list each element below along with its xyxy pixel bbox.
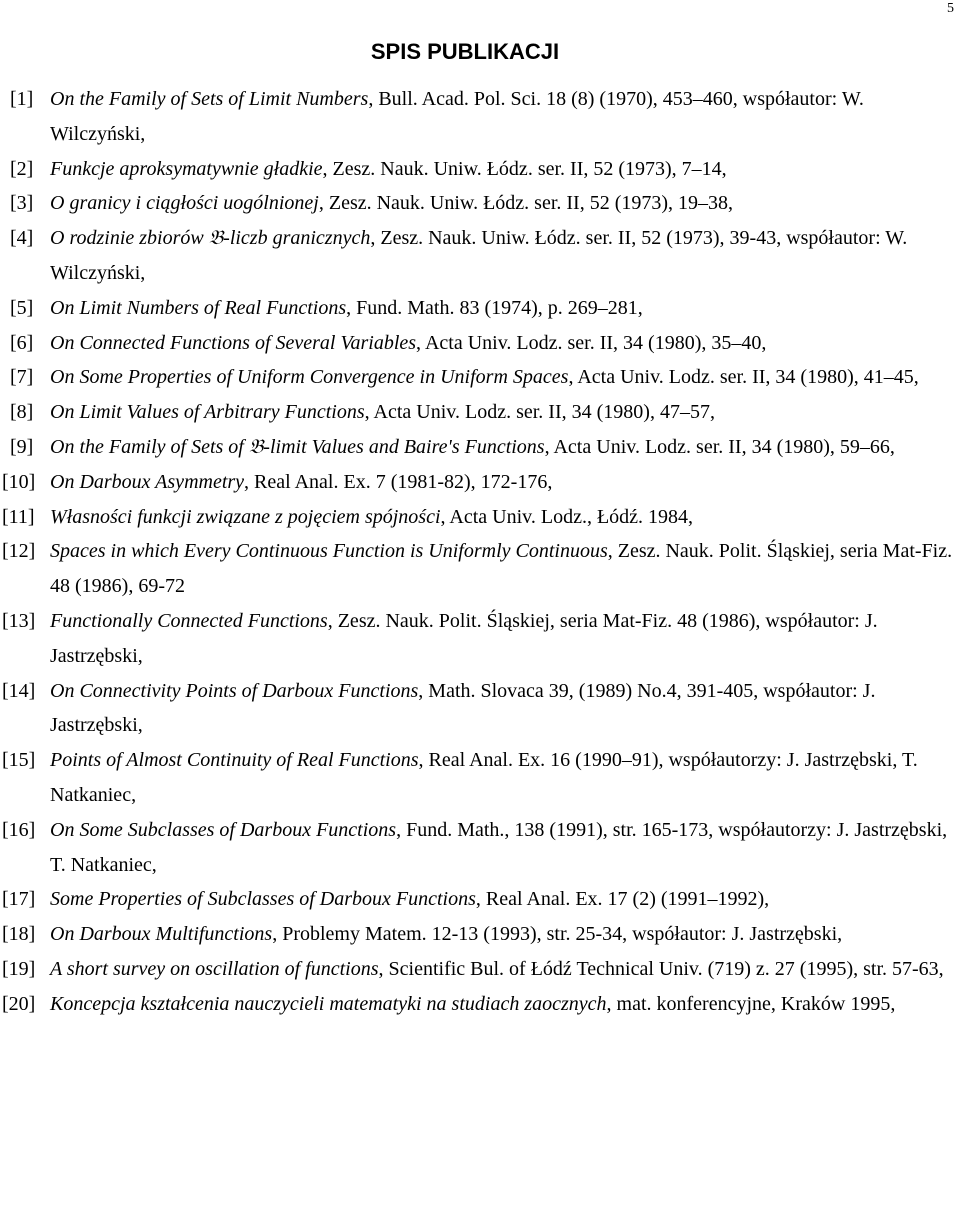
publication-number: [19] xyxy=(2,957,36,980)
publication-details: , Acta Univ. Lodz. ser. II, 34 (1980), 35–40, xyxy=(416,331,767,354)
publication-details: , Acta Univ. Lodz. ser. II, 34 (1980), 41–45, xyxy=(568,366,919,389)
publication-item xyxy=(10,186,958,221)
publication-details: , Zesz. Nauk. Uniw. Łódz. ser. II, 52 (1973), 39-43, współautor: W. Wilczyński, xyxy=(50,227,908,284)
publication-title: Własności funkcji związane z pojęciem spójności xyxy=(50,505,441,528)
publication-number: [10] xyxy=(2,470,36,493)
publication-number: [20] xyxy=(2,992,36,1015)
publication-details: , Scientific Bul. of Łódź Technical Univ. (719) z. 27 (1995), str. 57-63, xyxy=(378,957,944,980)
publication-item xyxy=(2,987,958,1022)
publication-item xyxy=(10,152,958,187)
publication-number: [17] xyxy=(2,888,36,911)
publication-item xyxy=(2,465,958,500)
publication-details: , Fund. Math. 83 (1974), p. 269–281, xyxy=(346,296,643,319)
publication-details: , Real Anal. Ex. 17 (2) (1991–1992), xyxy=(475,888,770,911)
publication-title: On Some Subclasses of Darboux Functions xyxy=(50,818,397,841)
publication-number: [8] xyxy=(10,401,34,424)
publication-item xyxy=(10,430,958,465)
publication-title: On Limit Values of Arbitrary Functions xyxy=(50,401,365,424)
publication-item xyxy=(2,813,958,883)
publication-title: On Darboux Asymmetry xyxy=(50,470,245,493)
publication-item xyxy=(10,360,958,395)
publication-number: [14] xyxy=(2,679,36,702)
publication-number: [12] xyxy=(2,540,36,563)
publication-title: On Connectivity Points of Darboux Functions xyxy=(50,679,419,702)
publication-details: , Acta Univ. Lodz., Łódź. 1984, xyxy=(440,505,694,528)
publication-details: , Real Anal. Ex. 7 (1981-82), 172-176, xyxy=(244,470,553,493)
publication-item xyxy=(2,604,958,674)
publication-title: On Limit Numbers of Real Functions xyxy=(50,296,347,319)
publication-title: On the Family of Sets of Limit Numbers xyxy=(50,88,369,110)
publication-item xyxy=(10,221,958,291)
publication-number: [9] xyxy=(10,435,34,458)
publication-number: [11] xyxy=(2,505,35,528)
publication-number: [1] xyxy=(10,88,34,110)
publication-item xyxy=(2,882,958,917)
publication-number: [18] xyxy=(2,923,36,946)
publication-number: [13] xyxy=(2,609,36,632)
publication-title: Funkcje aproksymatywnie gładkie xyxy=(50,157,323,180)
publication-details: , Zesz. Nauk. Uniw. Łódz. ser. II, 52 (1973), 7–14, xyxy=(322,157,727,180)
publication-details: , mat. konferencyjne, Kraków 1995, xyxy=(606,992,896,1015)
publication-item xyxy=(2,952,958,987)
publication-number: [4] xyxy=(10,227,34,250)
publication-title: Spaces in which Every Continuous Function is Uniformly Continuous xyxy=(50,540,608,563)
publication-details: , Math. Slovaca 39, (1989) No.4, 391-405, współautor: J. Jastrzębski, xyxy=(50,679,876,737)
publication-details: , Zesz. Nauk. Uniw. Łódz. ser. II, 52 (1973), 19–38, xyxy=(318,192,734,215)
publication-number: [7] xyxy=(10,366,34,389)
publication-item xyxy=(2,674,958,744)
publication-list xyxy=(2,82,958,1022)
publication-title: O granicy i ciągłości uogólnionej xyxy=(50,192,319,215)
publication-number: [15] xyxy=(2,749,36,772)
publication-number: [2] xyxy=(10,157,34,180)
publication-item xyxy=(10,291,958,326)
publication-number: [6] xyxy=(10,331,34,354)
publication-title: Koncepcja kształcenia nauczycieli matematyki na studiach zaocznych xyxy=(50,992,607,1015)
publication-title: On Darboux Multifunctions xyxy=(50,923,273,946)
publication-title: O rodzinie zbiorów 𝔅-liczb granicznych xyxy=(50,227,371,250)
publication-number: [3] xyxy=(10,192,34,215)
publication-details: , Fund. Math., 138 (1991), str. 165-173, współautorzy: J. Jastrzębski, T. Natkaniec, xyxy=(50,818,948,876)
publication-title: A short survey on oscillation of functions xyxy=(50,957,379,980)
publication-title: On Connected Functions of Several Variables xyxy=(50,331,417,354)
publication-item xyxy=(2,743,958,813)
publication-title: Functionally Connected Functions xyxy=(50,609,328,632)
publication-details: , Problemy Matem. 12-13 (1993), str. 25-34, współautor: J. Jastrzębski, xyxy=(272,923,843,946)
publication-details: , Real Anal. Ex. 16 (1990–91), współautorzy: J. Jastrzębski, T. Natkaniec, xyxy=(50,749,918,806)
publication-number: [5] xyxy=(10,296,34,319)
publication-item xyxy=(10,326,958,361)
publication-details: , Bull. Acad. Pol. Sci. 18 (8) (1970), 453–460, współautor: W. Wilczyński, xyxy=(50,88,864,145)
publication-number: [16] xyxy=(2,818,36,841)
publication-item xyxy=(2,500,958,535)
publication-title: Some Properties of Subclasses of Darboux Functions xyxy=(50,888,476,911)
publication-details: , Zesz. Nauk. Polit. Śląskiej, seria Mat-Fiz. 48 (1986), 69-72 xyxy=(50,540,953,598)
publication-title: On the Family of Sets of 𝔅-limit Values and Baire's Functions xyxy=(50,435,545,458)
publication-item xyxy=(10,82,958,152)
publication-details: , Acta Univ. Lodz. ser. II, 34 (1980), 47–57, xyxy=(364,401,715,424)
page-number: 5 xyxy=(947,1,954,16)
publication-item xyxy=(10,395,958,430)
publication-title: On Some Properties of Uniform Convergence in Uniform Spaces xyxy=(50,366,569,389)
publication-item xyxy=(2,917,958,952)
publication-details: , Zesz. Nauk. Polit. Śląskiej, seria Mat-Fiz. 48 (1986), współautor: J. Jastrzębski, xyxy=(50,609,878,667)
publication-details: , Acta Univ. Lodz. ser. II, 34 (1980), 59–66, xyxy=(544,435,895,458)
publication-title: Points of Almost Continuity of Real Functions xyxy=(50,749,419,772)
page-title: SPIS PUBLIKACJI xyxy=(370,39,560,64)
publication-item xyxy=(2,534,958,604)
